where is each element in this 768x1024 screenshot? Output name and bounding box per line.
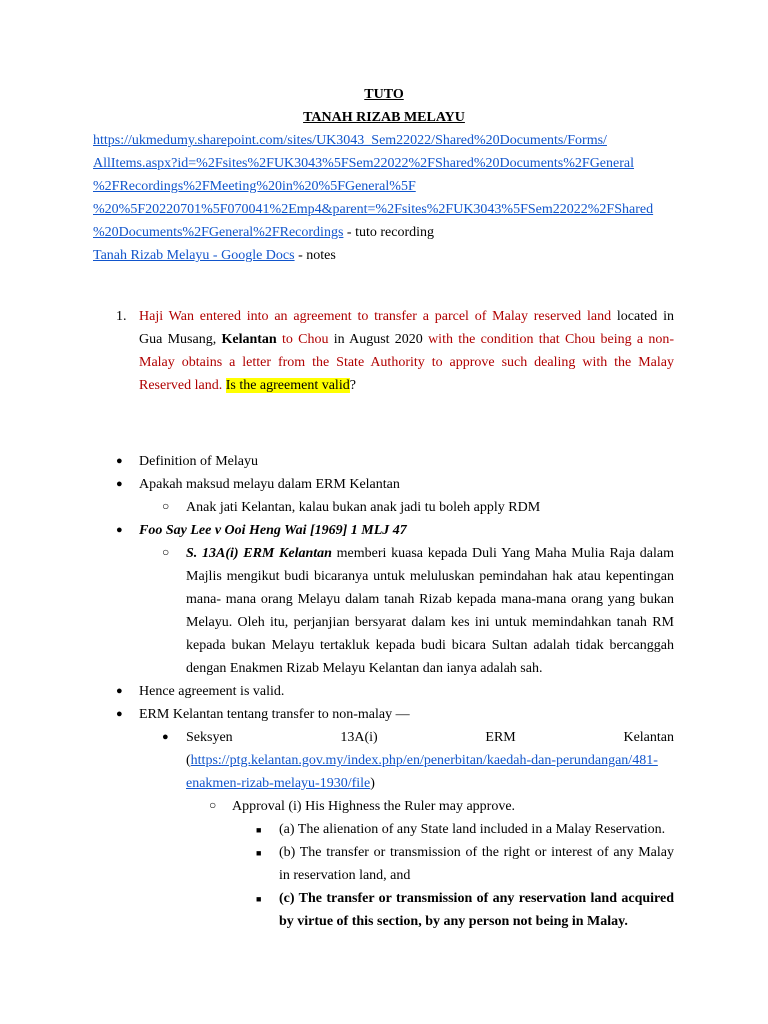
recording-suffix: - tuto recording: [343, 225, 434, 240]
seksyen-kelantan: Kelantan: [623, 730, 674, 745]
ptg-link-2[interactable]: enakmen-rizab-melayu-1930/file: [186, 776, 371, 791]
seksyen-erm: ERM: [485, 730, 516, 745]
question-text-red-1: Haji Wan entered into an agreement to transfer a parcel of Malay reserved land: [139, 309, 612, 324]
bullet-icon: ●: [162, 731, 169, 743]
recording-link-line-1[interactable]: https://ukmedumy.sharepoint.com/sites/UK3043_Sem22022/Shared%20Documents/Forms/: [93, 133, 607, 148]
bullet-icon: ●: [116, 685, 123, 697]
bullet-icon: ●: [116, 478, 123, 490]
case-para-text-1: memberi kuasa kepada Duli Yang Maha Mulia Raja dalam: [336, 546, 675, 561]
question-text-2c: to Chou: [281, 332, 329, 347]
bullet-icon: ●: [116, 708, 123, 720]
circle-bullet-icon: ○: [209, 798, 217, 812]
question-text-2a: Gua Musang,: [139, 332, 217, 347]
question-highlight: Is the agreement valid: [225, 378, 350, 393]
bullet-icon: ●: [116, 524, 123, 536]
case-para-line-4: Melayu. Oleh itu, perjanjian bersyarat dalam kes ini untuk memindahkan tanah RM: [186, 615, 674, 630]
bullet-erm: ERM Kelantan tentang transfer to non-malay —: [139, 707, 410, 722]
question-text-2e: with the condition that Chou being a non-: [428, 332, 675, 347]
notes-line: [93, 244, 336, 267]
square-bullet-icon: ■: [256, 825, 262, 835]
question-line-2: [139, 328, 674, 351]
square-bullet-icon: ■: [256, 848, 262, 858]
question-text-2d: in August 2020: [333, 332, 423, 347]
notes-suffix: - notes: [294, 248, 336, 263]
ptg-link-line-2: [186, 772, 375, 795]
sub-c-line-2: by virtue of this section, by any person not being in Malay.: [279, 914, 628, 929]
seksyen-word: Seksyen: [186, 730, 233, 745]
question-text-red-4: Reserved land.: [139, 378, 223, 393]
bullet-definition: Definition of Melayu: [139, 454, 258, 469]
sub-b-line-1: (b) The transfer or transmission of the right or interest of any Malay: [279, 845, 674, 860]
square-bullet-icon: ■: [256, 894, 262, 904]
question-text-1: located in: [616, 309, 675, 324]
bullet-hence: Hence agreement is valid.: [139, 684, 285, 699]
case-para-line-6: dengan Enakmen Rizab Melayu Kelantan dan ianya adalah sah.: [186, 661, 543, 676]
recording-line-5: [93, 221, 434, 244]
case-para-line-2: Majlis mengikut budi bicaranya untuk meluluskan pemindahan hak atau kepentingan: [186, 569, 674, 584]
question-line-3: Malay obtains a letter from the State Authority to approve such dealing with the Malay: [139, 355, 674, 370]
question-line-4: [139, 374, 356, 397]
sub-c-line-1: (c) The transfer or transmission of any reservation land acquired: [279, 891, 674, 906]
bullet-apakah: Apakah maksud melayu dalam ERM Kelantan: [139, 477, 400, 492]
question-text-2b: Kelantan: [221, 332, 277, 347]
case-para-line-3: mana- mana orang Melayu dalam tanah Rizab kepada mana-mana orang yang bukan: [186, 592, 674, 607]
question-number: 1.: [116, 309, 127, 324]
seksyen-number: 13A(i): [340, 730, 378, 745]
recording-link-line-3[interactable]: %2FRecordings%2FMeeting%20in%20%5FGeneral%5F: [93, 179, 416, 194]
recording-link-line-2[interactable]: AllItems.aspx?id=%2Fsites%2FUK3043%5FSem22022%2FShared%20Documents%2FGeneral: [93, 156, 635, 171]
doc-title: TUTO: [364, 87, 404, 102]
close-paren: ): [370, 776, 375, 791]
open-paren: (: [186, 753, 191, 768]
bullet-icon: ●: [116, 455, 123, 467]
circle-bullet-icon: ○: [162, 545, 170, 559]
ptg-link-1[interactable]: https://ptg.kelantan.gov.my/index.php/en/penerbitan/kaedah-dan-perundangan/481-: [190, 753, 658, 768]
seksyen-line: [186, 726, 674, 749]
case-para-line-5: kepada bukan Melayu tertakluk kepada budi bicara Sultan adalah tidak bercanggah: [186, 638, 674, 653]
sub-anak-jati: Anak jati Kelantan, kalau bukan anak jadi tu boleh apply RDM: [186, 500, 541, 515]
recording-link-line-4[interactable]: %20%5F20220701%5F070041%2Emp4&parent=%2Fsites%2FUK3043%5FSem22022%2FShared: [93, 202, 654, 217]
notes-link[interactable]: Tanah Rizab Melayu - Google Docs: [93, 248, 295, 263]
ptg-link-line-1: [186, 749, 658, 772]
question-line-1: [139, 305, 674, 328]
case-citation: Foo Say Lee v Ooi Heng Wai [1969] 1 MLJ 47: [139, 523, 407, 538]
approval-line: Approval (i) His Highness the Ruler may approve.: [232, 799, 516, 814]
case-para-line-1: [186, 542, 674, 565]
circle-bullet-icon: ○: [162, 499, 170, 513]
section-ref: S. 13A(i) ERM Kelantan: [186, 546, 332, 561]
question-mark: ?: [349, 378, 356, 393]
doc-subtitle: TANAH RIZAB MELAYU: [303, 110, 465, 125]
sub-a: (a) The alienation of any State land included in a Malay Reservation.: [279, 822, 666, 837]
recording-link-line-5[interactable]: %20Documents%2FGeneral%2FRecordings: [93, 225, 344, 240]
sub-b-line-2: in reservation land, and: [279, 868, 411, 883]
